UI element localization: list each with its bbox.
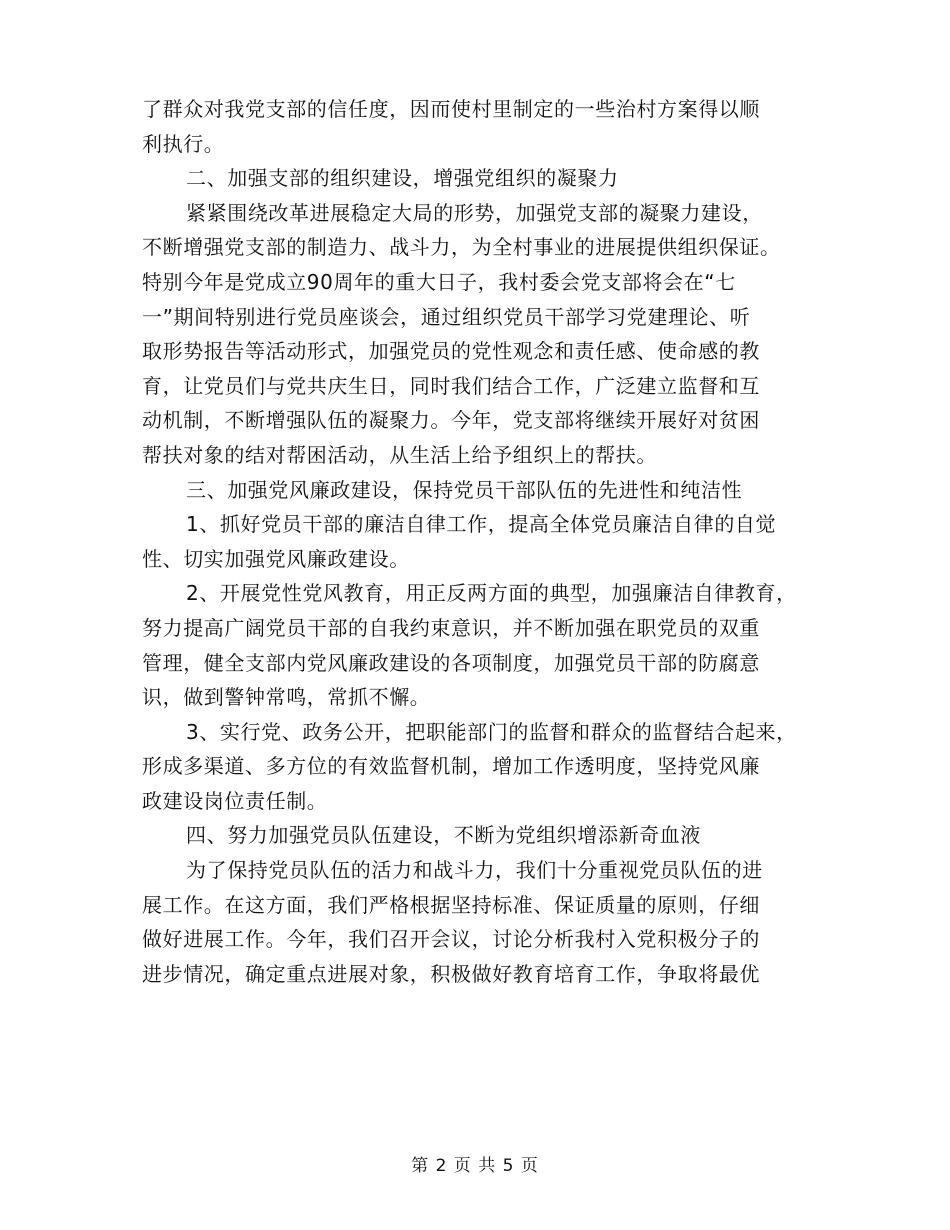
text-line: 努力提高广阔党员干部的自我约束意识，并不断加强在职党员的双重 (142, 615, 760, 640)
text-line: 育，让党员们与党共庆生日，同时我们结合工作，广泛建立监督和互 (142, 373, 760, 398)
text-line: 2、开展党性党风教育，用正反两方面的典型，加强廉洁自律教育， (186, 581, 797, 606)
text-line: 帮扶对象的结对帮困活动，从生活上给予组织上的帮扶。 (142, 442, 657, 467)
text-line: 为了保持党员队伍的活力和战斗力，我们十分重视党员队伍的进 (186, 858, 763, 883)
text-line: 1、抓好党员干部的廉洁自律工作，提高全体党员廉洁自律的自觉 (186, 512, 777, 537)
text-line: 利执行。 (142, 131, 225, 156)
text-line: 四、努力加强党员队伍建设，不断为党组织增添新奇血液 (186, 823, 701, 848)
text-line: 进步情况，确定重点进展对象，积极做好教育培育工作，争取将最优 (142, 961, 760, 986)
document-body (142, 92, 822, 991)
text-line: 不断增强党支部的制造力、战斗力，为全村事业的进展提供组织保证。 (142, 235, 781, 260)
text-line: 取形势报告等活动形式，加强党员的党性观念和责任感、使命感的教 (142, 339, 760, 364)
text-line: 识，做到警钟常鸣，常抓不懈。 (142, 685, 431, 710)
page-footer: 第 2 页 共 5 页 (411, 1156, 539, 1176)
text-line: 做好进展工作。今年，我们召开会议，讨论分析我村入党积极分子的 (142, 927, 760, 952)
text-line: 形成多渠道、多方位的有效监督机制，增加工作透明度，坚持党风廉 (142, 754, 760, 779)
text-line: 政建设岗位责任制。 (142, 788, 328, 813)
text-line: 展工作。在这方面，我们严格根据坚持标准、保证质量的原则，仔细 (142, 892, 760, 917)
text-line: 三、加强党风廉政建设，保持党员干部队伍的先进性和纯洁性 (186, 477, 743, 502)
text-line: 管理，健全支部内党风廉政建设的各项制度，加强党员干部的防腐意 (142, 650, 760, 675)
text-line: 性、切实加强党风廉政建设。 (142, 546, 410, 571)
text-line: 紧紧围绕改革进展稳定大局的形势，加强党支部的凝聚力建设， (186, 200, 763, 225)
text-line: 二、加强支部的组织建设，增强党组织的凝聚力 (186, 166, 619, 191)
text-line: 了群众对我党支部的信任度，因而使村里制定的一些治村方案得以顺 (142, 97, 760, 121)
text-line: 3、实行党、政务公开，把职能部门的监督和群众的监督结合起来， (186, 719, 797, 744)
text-line: 动机制，不断增强队伍的凝聚力。今年，党支部将继续开展好对贫困 (142, 408, 760, 433)
text-line: 一”期间特别进行党员座谈会，通过组织党员干部学习党建理论、听 (142, 304, 751, 329)
text-line: 特别今年是党成立90周年的重大日子，我村委会党支部将会在“七 (142, 269, 736, 294)
